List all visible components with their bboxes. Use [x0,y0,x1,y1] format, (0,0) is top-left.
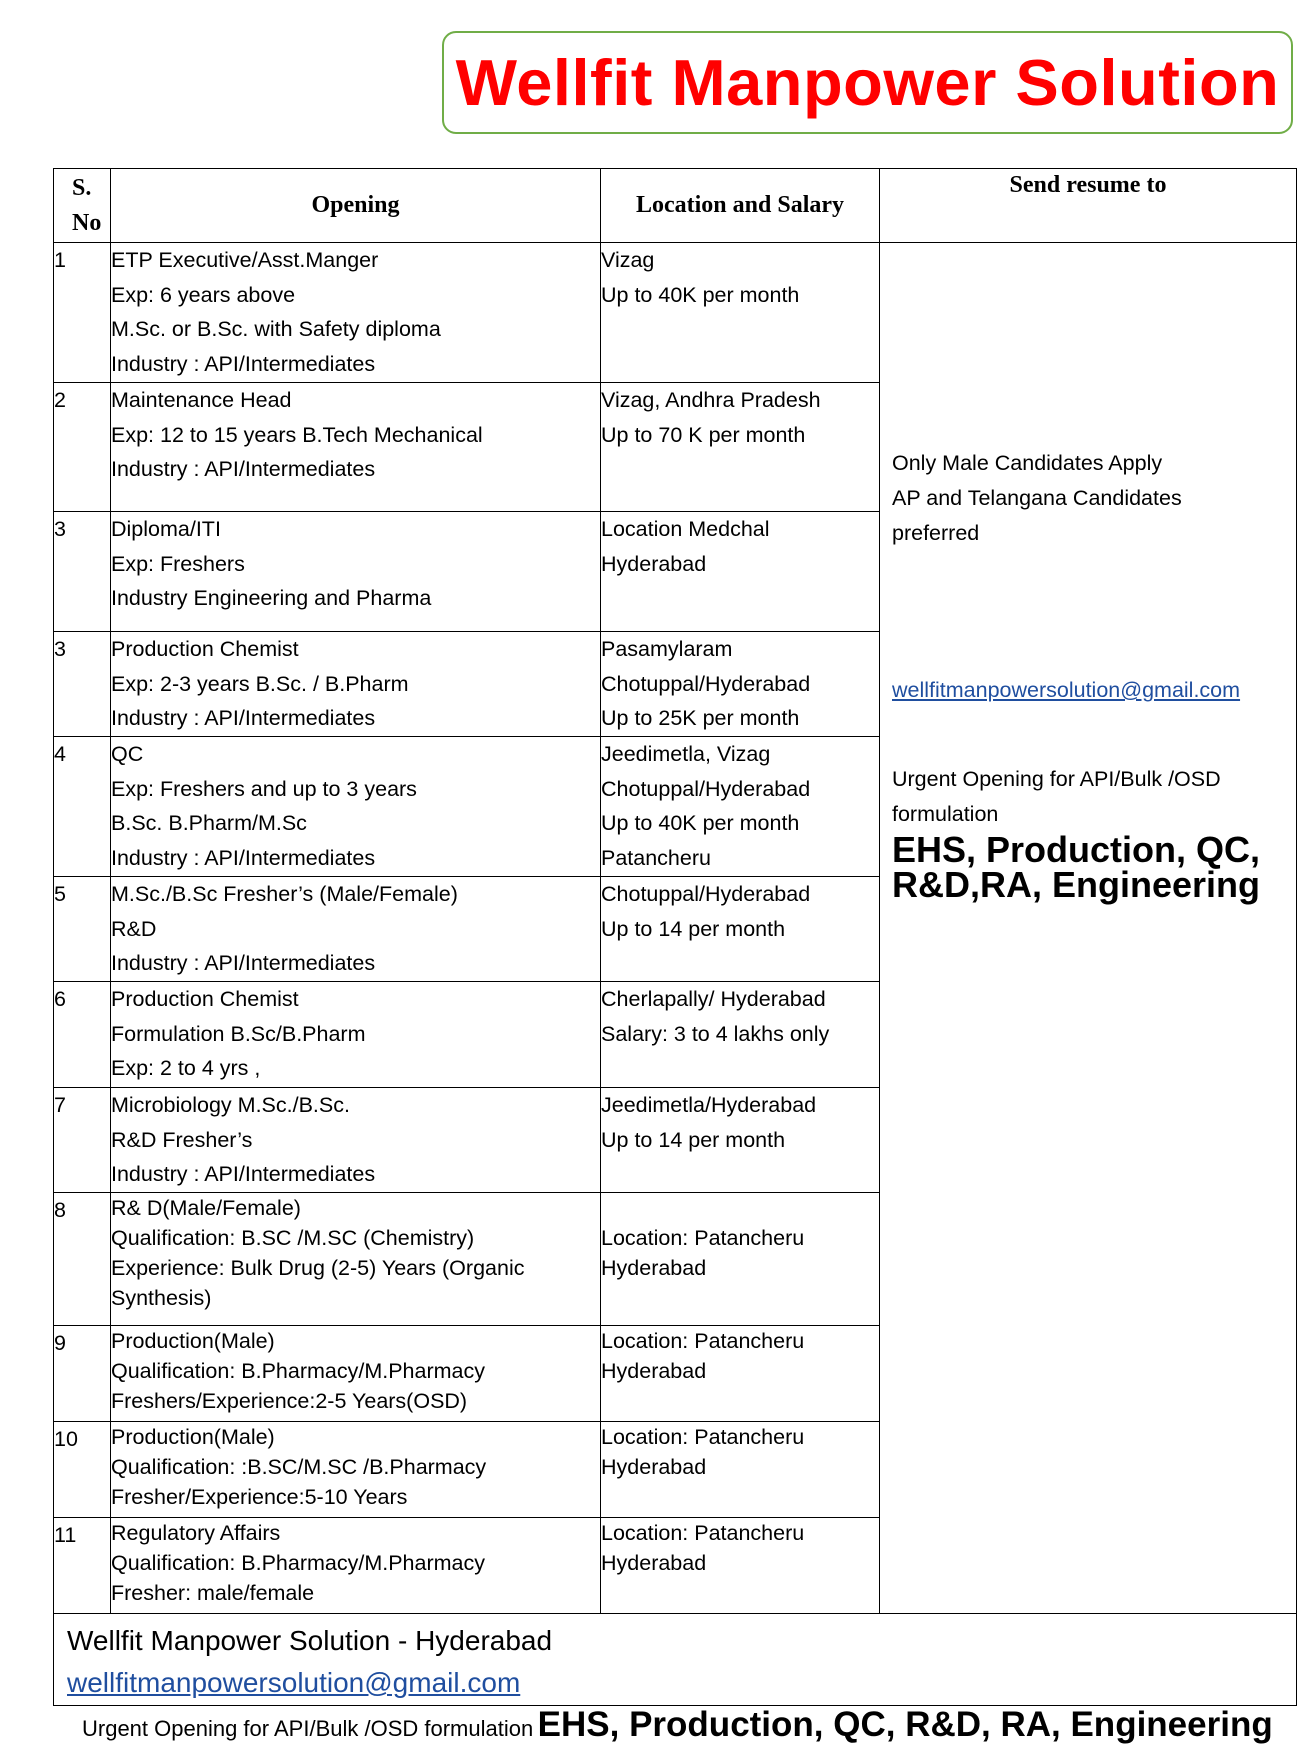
location-line: Chotuppal/Hyderabad [601,671,811,696]
urgent-opening-text: Urgent Opening for API/Bulk /OSD formulation [82,1716,534,1741]
location-line: Up to 14 per month [601,916,786,941]
urgent-opening-roles: EHS, Production, QC, R&D, RA, Engineering [537,1705,1273,1744]
row-opening [111,512,601,632]
opening-line: Exp: Freshers [111,551,245,576]
row-serial-number: 4 [54,737,111,877]
row-serial-number: 1 [54,243,111,383]
opening-line: Experience: Bulk Drug (2-5) Years (Organic [111,1256,525,1280]
opening-line: Production(Male) [111,1329,275,1353]
location-line: Pasamylaram [601,637,733,661]
row-serial-number: 3 [54,632,111,737]
row-opening [111,1518,601,1614]
opening-line: R&D [111,916,157,941]
row-opening [111,737,601,877]
row-location-salary [601,512,880,632]
opening-line: Industry : API/Intermediates [111,951,376,975]
opening-line: Production Chemist [111,987,299,1011]
location-line: Location: Patancheru [601,1521,805,1545]
candidate-notes [892,446,1286,551]
location-line: Location Medchal [601,517,770,541]
location-line: Hyderabad [601,551,707,576]
opening-line: R& D(Male/Female) [111,1196,301,1220]
row-serial-number: 5 [54,877,111,982]
opening-line: Qualification: B.Pharmacy/M.Pharmacy [111,1551,485,1575]
row-location-salary [601,1422,880,1518]
location-line: Salary: 3 to 4 lakhs only [601,1021,830,1046]
header-opening: Opening [111,169,601,243]
jobs-table [53,168,1297,1706]
opening-line: Fresher: male/female [111,1581,315,1605]
candidate-note: AP and Telangana Candidates [892,486,1182,510]
opening-line: M.Sc./B.Sc Fresher’s (Male/Female) [111,882,458,906]
row-location-salary [601,877,880,982]
row-location-salary [601,1326,880,1422]
location-line: Location: Patancheru [601,1226,805,1250]
location-line: Hyderabad [601,1551,707,1575]
location-line: Jeedimetla, Vizag [601,742,771,766]
opening-line: Industry : API/Intermediates [111,706,376,730]
row-opening [111,877,601,982]
row-opening [111,632,601,737]
urgent-line: Urgent Opening for API/Bulk /OSD [892,767,1221,791]
footer-company: Wellfit Manpower Solution - Hyderabad [67,1625,553,1656]
location-line: Vizag [601,248,655,272]
opening-line: Industry Engineering and Pharma [111,586,432,610]
row-location-salary [601,1088,880,1193]
opening-line: Industry : API/Intermediates [111,845,376,870]
opening-line: Fresher/Experience:5-10 Years [111,1485,408,1509]
opening-line: Regulatory Affairs [111,1521,281,1545]
location-line: Jeedimetla/Hyderabad [601,1093,817,1117]
location-line: Location: Patancheru [601,1425,805,1449]
opening-line: Exp: Freshers and up to 3 years [111,776,417,801]
row-opening [111,383,601,512]
opening-line: QC [111,742,144,766]
row-location-salary [601,1193,880,1326]
row-serial-number: 9 [54,1326,111,1422]
row-location-salary [601,737,880,877]
row-location-salary [601,1518,880,1614]
footer-email-link[interactable]: wellfitmanpowersolution@gmail.com [67,1667,521,1698]
row-opening [111,1088,601,1193]
opening-line: Production Chemist [111,637,299,661]
title-banner [442,31,1293,134]
urgent-opening-notice [892,762,1286,905]
opening-line: Maintenance Head [111,388,292,412]
opening-line: M.Sc. or B.Sc. with Safety diploma [111,317,441,341]
location-line: Up to 40K per month [601,811,800,835]
row-serial-number: 11 [54,1518,111,1614]
opening-line: Exp: 2-3 years B.Sc. / B.Pharm [111,671,409,696]
location-line: Chotuppal/Hyderabad [601,882,811,906]
opening-line: Freshers/Experience:2-5 Years(OSD) [111,1389,468,1413]
location-line: Up to 25K per month [601,706,800,730]
row-location-salary [601,383,880,512]
location-line: Cherlapally/ Hyderabad [601,987,826,1011]
location-line: Chotuppal/Hyderabad [601,776,811,801]
header-sno: S. No [54,169,111,243]
opening-line: Exp: 6 years above [111,282,296,307]
urgent-opening-footer [82,1705,1273,1745]
location-line: Hyderabad [601,1359,707,1383]
opening-line: Exp: 12 to 15 years B.Tech Mechanical [111,422,483,447]
opening-line: Formulation B.Sc/B.Pharm [111,1021,366,1046]
opening-line: Qualification: B.Pharmacy/M.Pharmacy [111,1359,485,1383]
row-serial-number: 10 [54,1422,111,1518]
opening-line: B.Sc. B.Pharm/M.Sc [111,811,307,835]
opening-line: ETP Executive/Asst.Manger [111,248,379,272]
row-serial-number: 3 [54,512,111,632]
location-line: Vizag, Andhra Pradesh [601,388,821,412]
table-header-row [54,169,1297,243]
row-serial-number: 8 [54,1193,111,1326]
location-line: Location: Patancheru [601,1329,805,1353]
opening-line: Qualification: :B.SC/M.SC /B.Pharmacy [111,1455,487,1479]
urgent-roles-line: R&D,RA, Engineering [892,864,1261,905]
location-line: Up to 70 K per month [601,422,806,447]
row-opening [111,243,601,383]
row-opening [111,1422,601,1518]
location-line: Up to 14 per month [601,1127,786,1152]
opening-line: Microbiology M.Sc./B.Sc. [111,1093,350,1117]
opening-line: Exp: 2 to 4 yrs , [111,1056,261,1080]
urgent-roles-line: EHS, Production, QC, [892,829,1261,870]
urgent-line: formulation [892,802,999,826]
row-location-salary [601,243,880,383]
page-title: Wellfit Manpower Solution [455,46,1280,119]
candidate-note: preferred [892,521,980,545]
location-line: Hyderabad [601,1256,707,1280]
row-opening [111,982,601,1088]
opening-line: Diploma/ITI [111,517,221,541]
header-send-resume: Send resume to [880,169,1297,243]
row-opening [111,1193,601,1326]
row-serial-number: 2 [54,383,111,512]
opening-line: Industry : API/Intermediates [111,351,376,376]
row-opening [111,1326,601,1422]
opening-line: Synthesis) [111,1286,212,1310]
location-line: Patancheru [601,845,711,870]
send-resume-cell [880,243,1297,1614]
opening-line: Qualification: B.SC /M.SC (Chemistry) [111,1226,475,1250]
footer-contact [54,1614,1297,1706]
location-line: Up to 40K per month [601,282,800,307]
location-line: Hyderabad [601,1455,707,1479]
contact-email-link[interactable]: wellfitmanpowersolution@gmail.com [892,678,1241,702]
row-serial-number: 7 [54,1088,111,1193]
row-serial-number: 6 [54,982,111,1088]
row-location-salary [601,632,880,737]
footer-row [54,1614,1297,1706]
opening-line: R&D Fresher’s [111,1127,253,1152]
table-row [54,243,1297,383]
header-location: Location and Salary [601,169,880,243]
opening-line: Industry : API/Intermediates [111,1162,376,1186]
opening-line: Production(Male) [111,1425,275,1449]
opening-line: Industry : API/Intermediates [111,457,376,481]
candidate-note: Only Male Candidates Apply [892,451,1163,475]
row-location-salary [601,982,880,1088]
